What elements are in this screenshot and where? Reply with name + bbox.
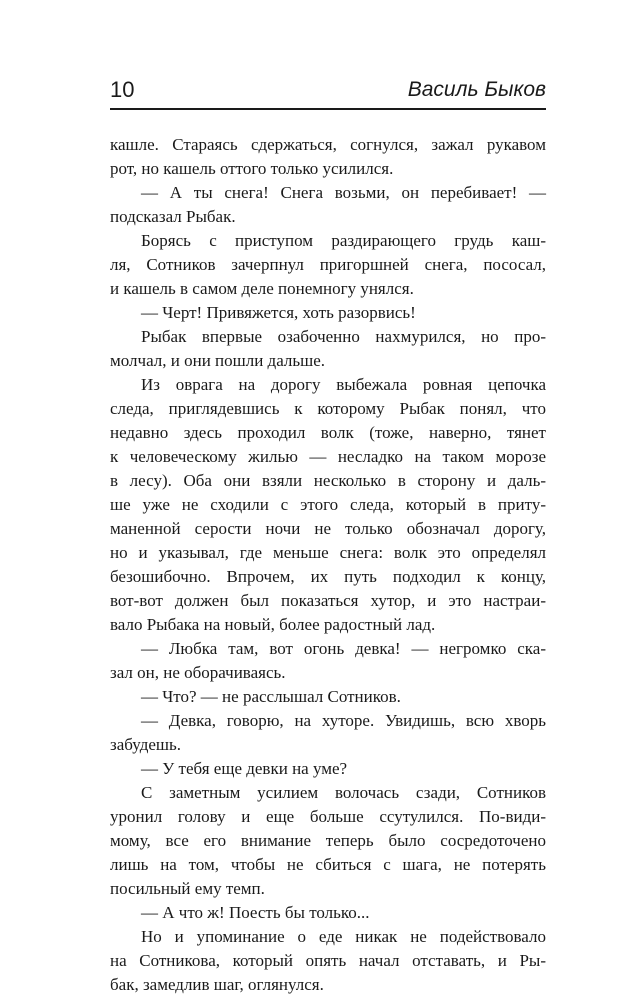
text-line: бак, замедлив шаг, оглянулся. <box>110 975 324 994</box>
text-line: лишь на том, чтобы не сбиться с шага, не потерять <box>110 855 546 874</box>
text-line: маненной серости ночи не только обозначал дорогу, <box>110 519 546 538</box>
text-line: Борясь с приступом раздирающего грудь каш- <box>141 231 546 250</box>
text-line: ля, Сотников зачерпнул пригоршней снега, пососал, <box>110 255 546 274</box>
text-line: но и указывал, где меньше снега: волк это определял <box>110 543 546 562</box>
text-line: — А ты снега! Снега возьми, он перебивает! — <box>141 183 546 202</box>
text-line: ше уже не сходили с этого следа, который в приту- <box>110 495 546 514</box>
text-line: забудешь. <box>110 735 181 754</box>
text-line: Но и упоминание о еде никак не подействовало <box>141 927 546 946</box>
text-line: посильный ему темп. <box>110 879 265 898</box>
text-line: вот-вот должен был показаться хутор, и это настраи- <box>110 591 546 610</box>
text-line: Из оврага на дорогу выбежала ровная цепочка <box>141 375 546 394</box>
body-text <box>110 133 546 997</box>
paragraph <box>110 901 546 925</box>
paragraph <box>110 757 546 781</box>
text-line: и кашель в самом деле понемногу унялся. <box>110 279 414 298</box>
text-line: кашле. Стараясь сдержаться, согнулся, зажал рукавом <box>110 135 546 154</box>
paragraph <box>110 637 546 685</box>
paragraph <box>110 133 546 181</box>
text-line: к человеческому жилью — несладко на таком морозе <box>110 447 546 466</box>
text-line: рот, но кашель оттого только усилился. <box>110 159 394 178</box>
author-name: Василь Быков <box>407 78 546 101</box>
paragraph <box>110 325 546 373</box>
paragraph <box>110 373 546 637</box>
text-line: — Любка там, вот огонь девка! — негромко ска- <box>141 639 546 658</box>
text-line: следа, приглядевшись к которому Рыбак понял, что <box>110 399 546 418</box>
paragraph <box>110 301 546 325</box>
text-line: С заметным усилием волочась сзади, Сотников <box>141 783 546 802</box>
text-line: уронил голову и еще больше ссутулился. По-види- <box>110 807 546 826</box>
text-line: — Черт! Привяжется, хоть разорвись! <box>141 303 416 322</box>
paragraph <box>110 709 546 757</box>
text-line: недавно здесь проходил волк (тоже, наверно, тянет <box>110 423 546 442</box>
paragraph <box>110 181 546 229</box>
text-line: — Что? — не расслышал Сотников. <box>141 687 401 706</box>
text-line: молчал, и они пошли дальше. <box>110 351 326 370</box>
text-line: вало Рыбака на новый, более радостный лад. <box>110 615 436 634</box>
paragraph <box>110 685 546 709</box>
text-line: подсказал Рыбак. <box>110 207 236 226</box>
paragraph <box>110 229 546 301</box>
running-header <box>110 75 546 111</box>
text-line: зал он, не оборачиваясь. <box>110 663 286 682</box>
text-line: — А что ж! Поесть бы только... <box>141 903 370 922</box>
paragraph <box>110 781 546 901</box>
paragraph <box>110 925 546 997</box>
text-line: — У тебя еще девки на уме? <box>141 759 348 778</box>
page-number: 10 <box>110 77 135 102</box>
text-line: мому, все его внимание теперь было сосредоточено <box>110 831 546 850</box>
text-line: на Сотникова, который опять начал отставать, и Ры- <box>110 951 546 970</box>
text-line: безошибочно. Впрочем, их путь подходил к концу, <box>110 567 546 586</box>
text-line: Рыбак впервые озабоченно нахмурился, но про- <box>141 327 546 346</box>
text-line: — Девка, говорю, на хуторе. Увидишь, всю хворь <box>141 711 546 730</box>
text-line: в лесу). Оба они взяли несколько в сторону и даль- <box>110 471 546 490</box>
header-rule <box>110 108 546 110</box>
